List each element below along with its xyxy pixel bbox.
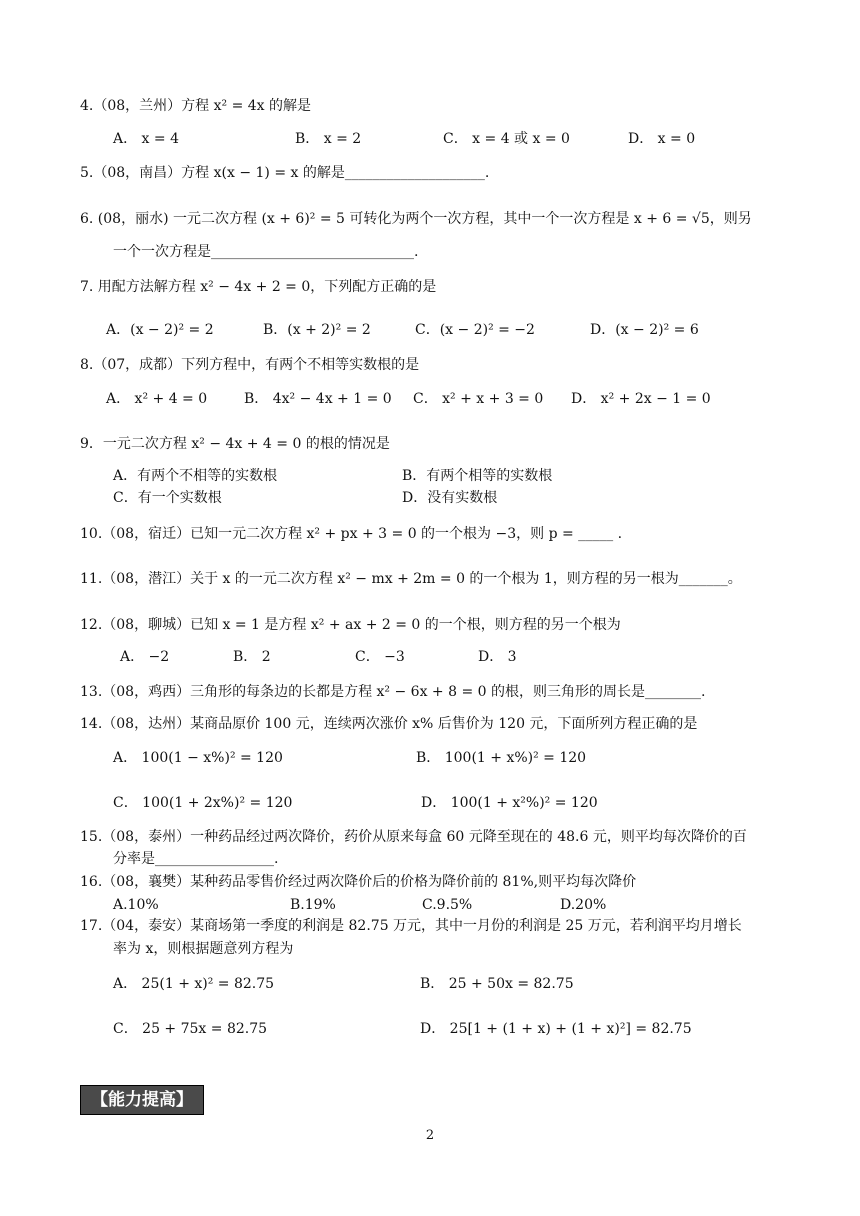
question-15-line2: 分率是_________________. — [113, 851, 279, 867]
q8-option-a: A． x² + 4 = 0 — [106, 391, 208, 407]
q17-option-b: B． 25 + 50x = 82.75 — [420, 976, 574, 992]
question-17-line2: 率为 x，则根据题意列方程为 — [113, 941, 294, 957]
question-17-line1: 17.（04，泰安）某商场第一季度的利润是 82.75 万元，其中一月份的利润是 25 万元，若利润平均月增长 — [80, 918, 742, 934]
q4-option-c: C． x = 4 或 x = 0 — [443, 131, 570, 147]
question-6-line2: 一个一次方程是_____________________________. — [113, 244, 419, 260]
question-7: 7. 用配方法解方程 x² − 4x + 2 = 0，下列配方正确的是 — [80, 279, 437, 295]
q16-option-a: A.10% — [113, 897, 159, 913]
question-10: 10.（08，宿迁）已知一元二次方程 x² + px + 3 = 0 的一个根为 −3，则 p = _____ . — [80, 526, 623, 542]
q7-option-b: B．(x + 2)² = 2 — [263, 322, 371, 338]
question-13: 13.（08，鸡西）三角形的每条边的长都是方程 x² − 6x + 8 = 0 的根，则三角形的周长是________. — [80, 684, 706, 700]
page-number: 2 — [425, 1128, 435, 1143]
q9-option-b: B．有两个相等的实数根 — [402, 468, 553, 484]
question-15-line1: 15.（08，泰州）一种药品经过两次降价，药价从原来每盒 60 元降至现在的 48.6 元，则平均每次降价的百 — [80, 829, 747, 845]
q4-option-a: A． x = 4 — [113, 131, 179, 147]
question-5: 5.（08，南昌）方程 x(x − 1) = x 的解是____________________. — [80, 165, 490, 181]
question-4: 4.（08，兰州）方程 x² = 4x 的解是 — [80, 98, 312, 114]
question-16: 16.（08，襄樊）某种药品零售价经过两次降价后的价格为降价前的 81%,则平均每次降价 — [80, 874, 637, 890]
q7-option-d: D．(x − 2)² = 6 — [590, 322, 699, 338]
q4-option-b: B． x = 2 — [295, 131, 362, 147]
q17-option-d: D． 25[1 + (1 + x) + (1 + x)²] = 82.75 — [420, 1021, 692, 1037]
question-6-line1: 6. (08，丽水) 一元二次方程 (x + 6)² = 5 可转化为两个一次方程，其中一个一次方程是 x + 6 = √5，则另 — [80, 211, 752, 227]
q14-option-a: A． 100(1 − x%)² = 120 — [113, 750, 283, 766]
q12-option-b: B． 2 — [233, 649, 271, 665]
q8-option-c: C． x² + x + 3 = 0 — [413, 391, 544, 407]
question-8: 8.（07，成都）下列方程中，有两个不相等实数根的是 — [80, 357, 420, 373]
q8-option-b: B． 4x² − 4x + 1 = 0 — [244, 391, 392, 407]
q14-option-d: D． 100(1 + x²%)² = 120 — [421, 795, 598, 811]
q7-option-c: C．(x − 2)² = −2 — [415, 322, 535, 338]
question-12: 12.（08，聊城）已知 x = 1 是方程 x² + ax + 2 = 0 的一个根，则方程的另一个根为 — [80, 617, 621, 633]
q16-option-b: B.19% — [290, 897, 336, 913]
section-heading: 【能力提高】 — [80, 1085, 204, 1115]
q17-option-a: A． 25(1 + x)² = 82.75 — [113, 976, 275, 992]
question-9: 9．一元二次方程 x² − 4x + 4 = 0 的根的情况是 — [80, 436, 390, 452]
q9-option-a: A．有两个不相等的实数根 — [113, 468, 278, 484]
q12-option-c: C． −3 — [355, 649, 405, 665]
q9-option-c: C．有一个实数根 — [113, 490, 222, 506]
q12-option-d: D． 3 — [478, 649, 517, 665]
q17-option-c: C． 25 + 75x = 82.75 — [113, 1021, 268, 1037]
q8-option-d: D． x² + 2x − 1 = 0 — [571, 391, 711, 407]
question-14: 14.（08，达州）某商品原价 100 元，连续两次涨价 x% 后售价为 120 元，下面所列方程正确的是 — [80, 716, 698, 732]
q14-option-b: B． 100(1 + x%)² = 120 — [416, 750, 587, 766]
q16-option-d: D.20% — [560, 897, 607, 913]
q16-option-c: C.9.5% — [422, 897, 473, 913]
question-11: 11.（08，潜江）关于 x 的一元二次方程 x² − mx + 2m = 0 的一个根为 1，则方程的另一根为_______。 — [80, 571, 742, 587]
q12-option-a: A． −2 — [120, 649, 170, 665]
q7-option-a: A．(x − 2)² = 2 — [106, 322, 214, 338]
q14-option-c: C． 100(1 + 2x%)² = 120 — [113, 795, 293, 811]
q9-option-d: D．没有实数根 — [402, 490, 498, 506]
q4-option-d: D． x = 0 — [628, 131, 696, 147]
